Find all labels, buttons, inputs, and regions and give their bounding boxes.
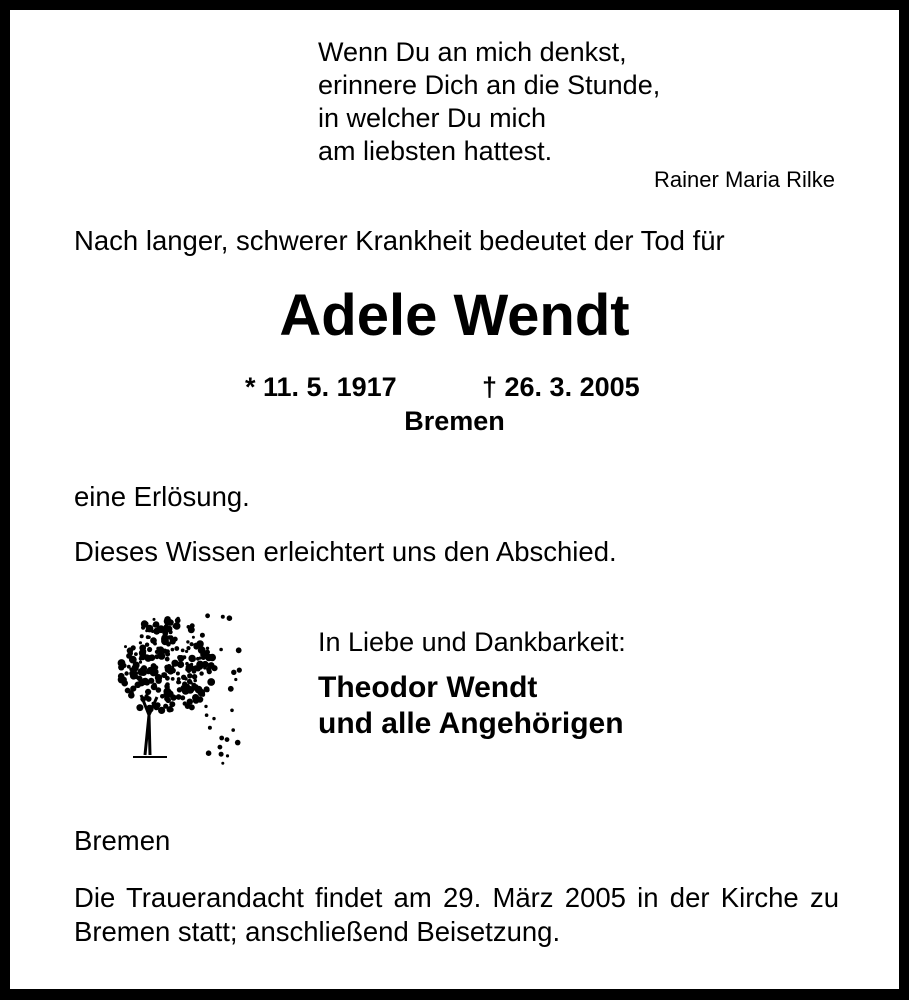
notice-content [10,10,899,989]
tree-icon [105,605,245,770]
body-line-1: eine Erlösung. [74,481,250,512]
poem-line: erinnere Dich an die Stunde, [318,70,661,100]
mourners-intro: In Liebe und Dankbarkeit: [318,627,626,657]
poem-line: Wenn Du an mich denkst, [318,37,627,67]
poem [318,36,660,168]
poem-author: Rainer Maria Rilke [654,167,835,192]
mourner-line: Theodor Wendt [318,671,538,704]
intro-text: Nach langer, schwerer Krankheit bedeutet der Tod für [74,225,725,256]
place: Bremen [404,406,505,436]
birth-date: * 11. 5. 1917 [245,372,397,402]
deceased-name: Adele Wendt [279,283,630,348]
footer-city: Bremen [74,825,171,856]
poem-line: in welcher Du mich [318,103,547,133]
poem-line: am liebsten hattest. [318,136,553,166]
death-date: † 26. 3. 2005 [482,372,640,402]
mourner-line: und alle Angehörigen [318,707,624,740]
mourners [318,670,624,742]
body-line-2: Dieses Wissen erleichtert uns den Abschied. [74,536,617,567]
service-info: Die Trauerandacht findet am 29. März 2005 in der Kirche zu Bremen statt; anschließend Beisetzung. [74,882,839,947]
